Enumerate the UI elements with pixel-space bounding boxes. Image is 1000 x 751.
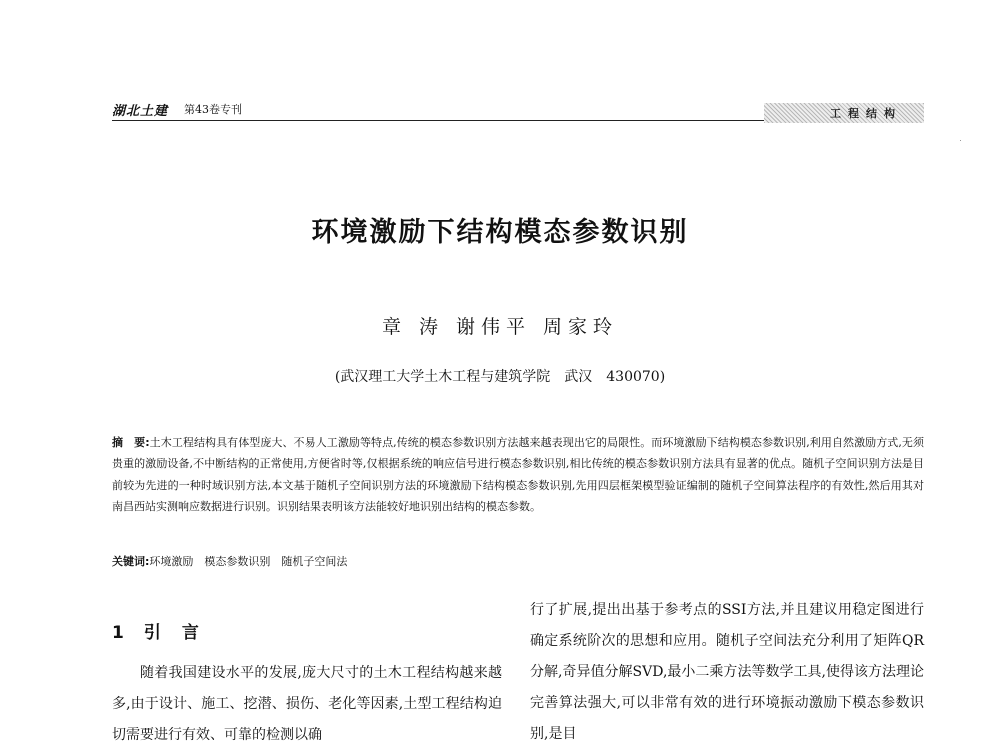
right-column: 行了扩展,提出出基于参考点的SSI方法,并且建议用稳定图进行确定系统阶次的思想和应用。随机子空间法充分利用了矩阵QR分解,奇异值分解SVD,最小二乘方法等数学工具,使得该方法理论完善算法强大,可以非常有效的进行环境振动激励下模态参数识别,是目 — [530, 602, 924, 742]
paper-title: 环境激励下结构模态参数识别 — [311, 217, 689, 248]
abstract — [112, 432, 924, 517]
keywords — [112, 553, 924, 571]
abstract-label: 摘 要: — [112, 436, 150, 449]
left-column — [112, 618, 502, 751]
keywords-text: 环境激励 模态参数识别 随机子空间法 — [149, 555, 348, 568]
section-number: 1 — [112, 623, 126, 643]
journal-name: 湖北土建 — [112, 104, 169, 119]
running-header — [112, 98, 924, 128]
section-title: 引 言 — [143, 623, 201, 643]
paper-authors: 章 涛 谢伟平 周家玲 — [381, 316, 619, 338]
scan-speck — [960, 140, 961, 141]
abstract-text: 土木工程结构具有体型庞大、不易人工激励等特点,传统的模态参数识别方法越来越表现出它的局限性。而环境激励下结构模态参数识别,利用自然激励方式,无须贵重的激励设备,不中断结构的正常使用,方便省时等,仅根据系统的响应信号进行模态参数识别,相比传统的模态参数识别方法具有显著的优点。随机子空间识别方法是目前较为先进的一种时域识别方法,本文基于随机子空间识别方法的环境激励下结构模态参数识别,先用四层框架模型验证编制的随机子空间算法程序的有效性,然后用其对南昌西站实测响应数据进行识别。识别结果表明该方法能较好地识别出结构的模态参数。 — [112, 436, 924, 513]
journal-issue: 第43卷专刊 — [184, 103, 242, 116]
section-tag: 工程结构 — [764, 103, 924, 123]
author-affiliation: (武汉理工大学土木工程与建筑学院 武汉 430070) — [334, 369, 666, 385]
header-rule — [112, 120, 764, 121]
keywords-label: 关键词: — [112, 555, 150, 568]
section-heading — [112, 618, 502, 648]
intro-paragraph: 随着我国建设水平的发展,庞大尺寸的土木工程结构越来越多,由于设计、施工、挖潜、损伤、老化等因素,土型工程结构迫切需要进行有效、可靠的检测以确 — [112, 665, 502, 743]
